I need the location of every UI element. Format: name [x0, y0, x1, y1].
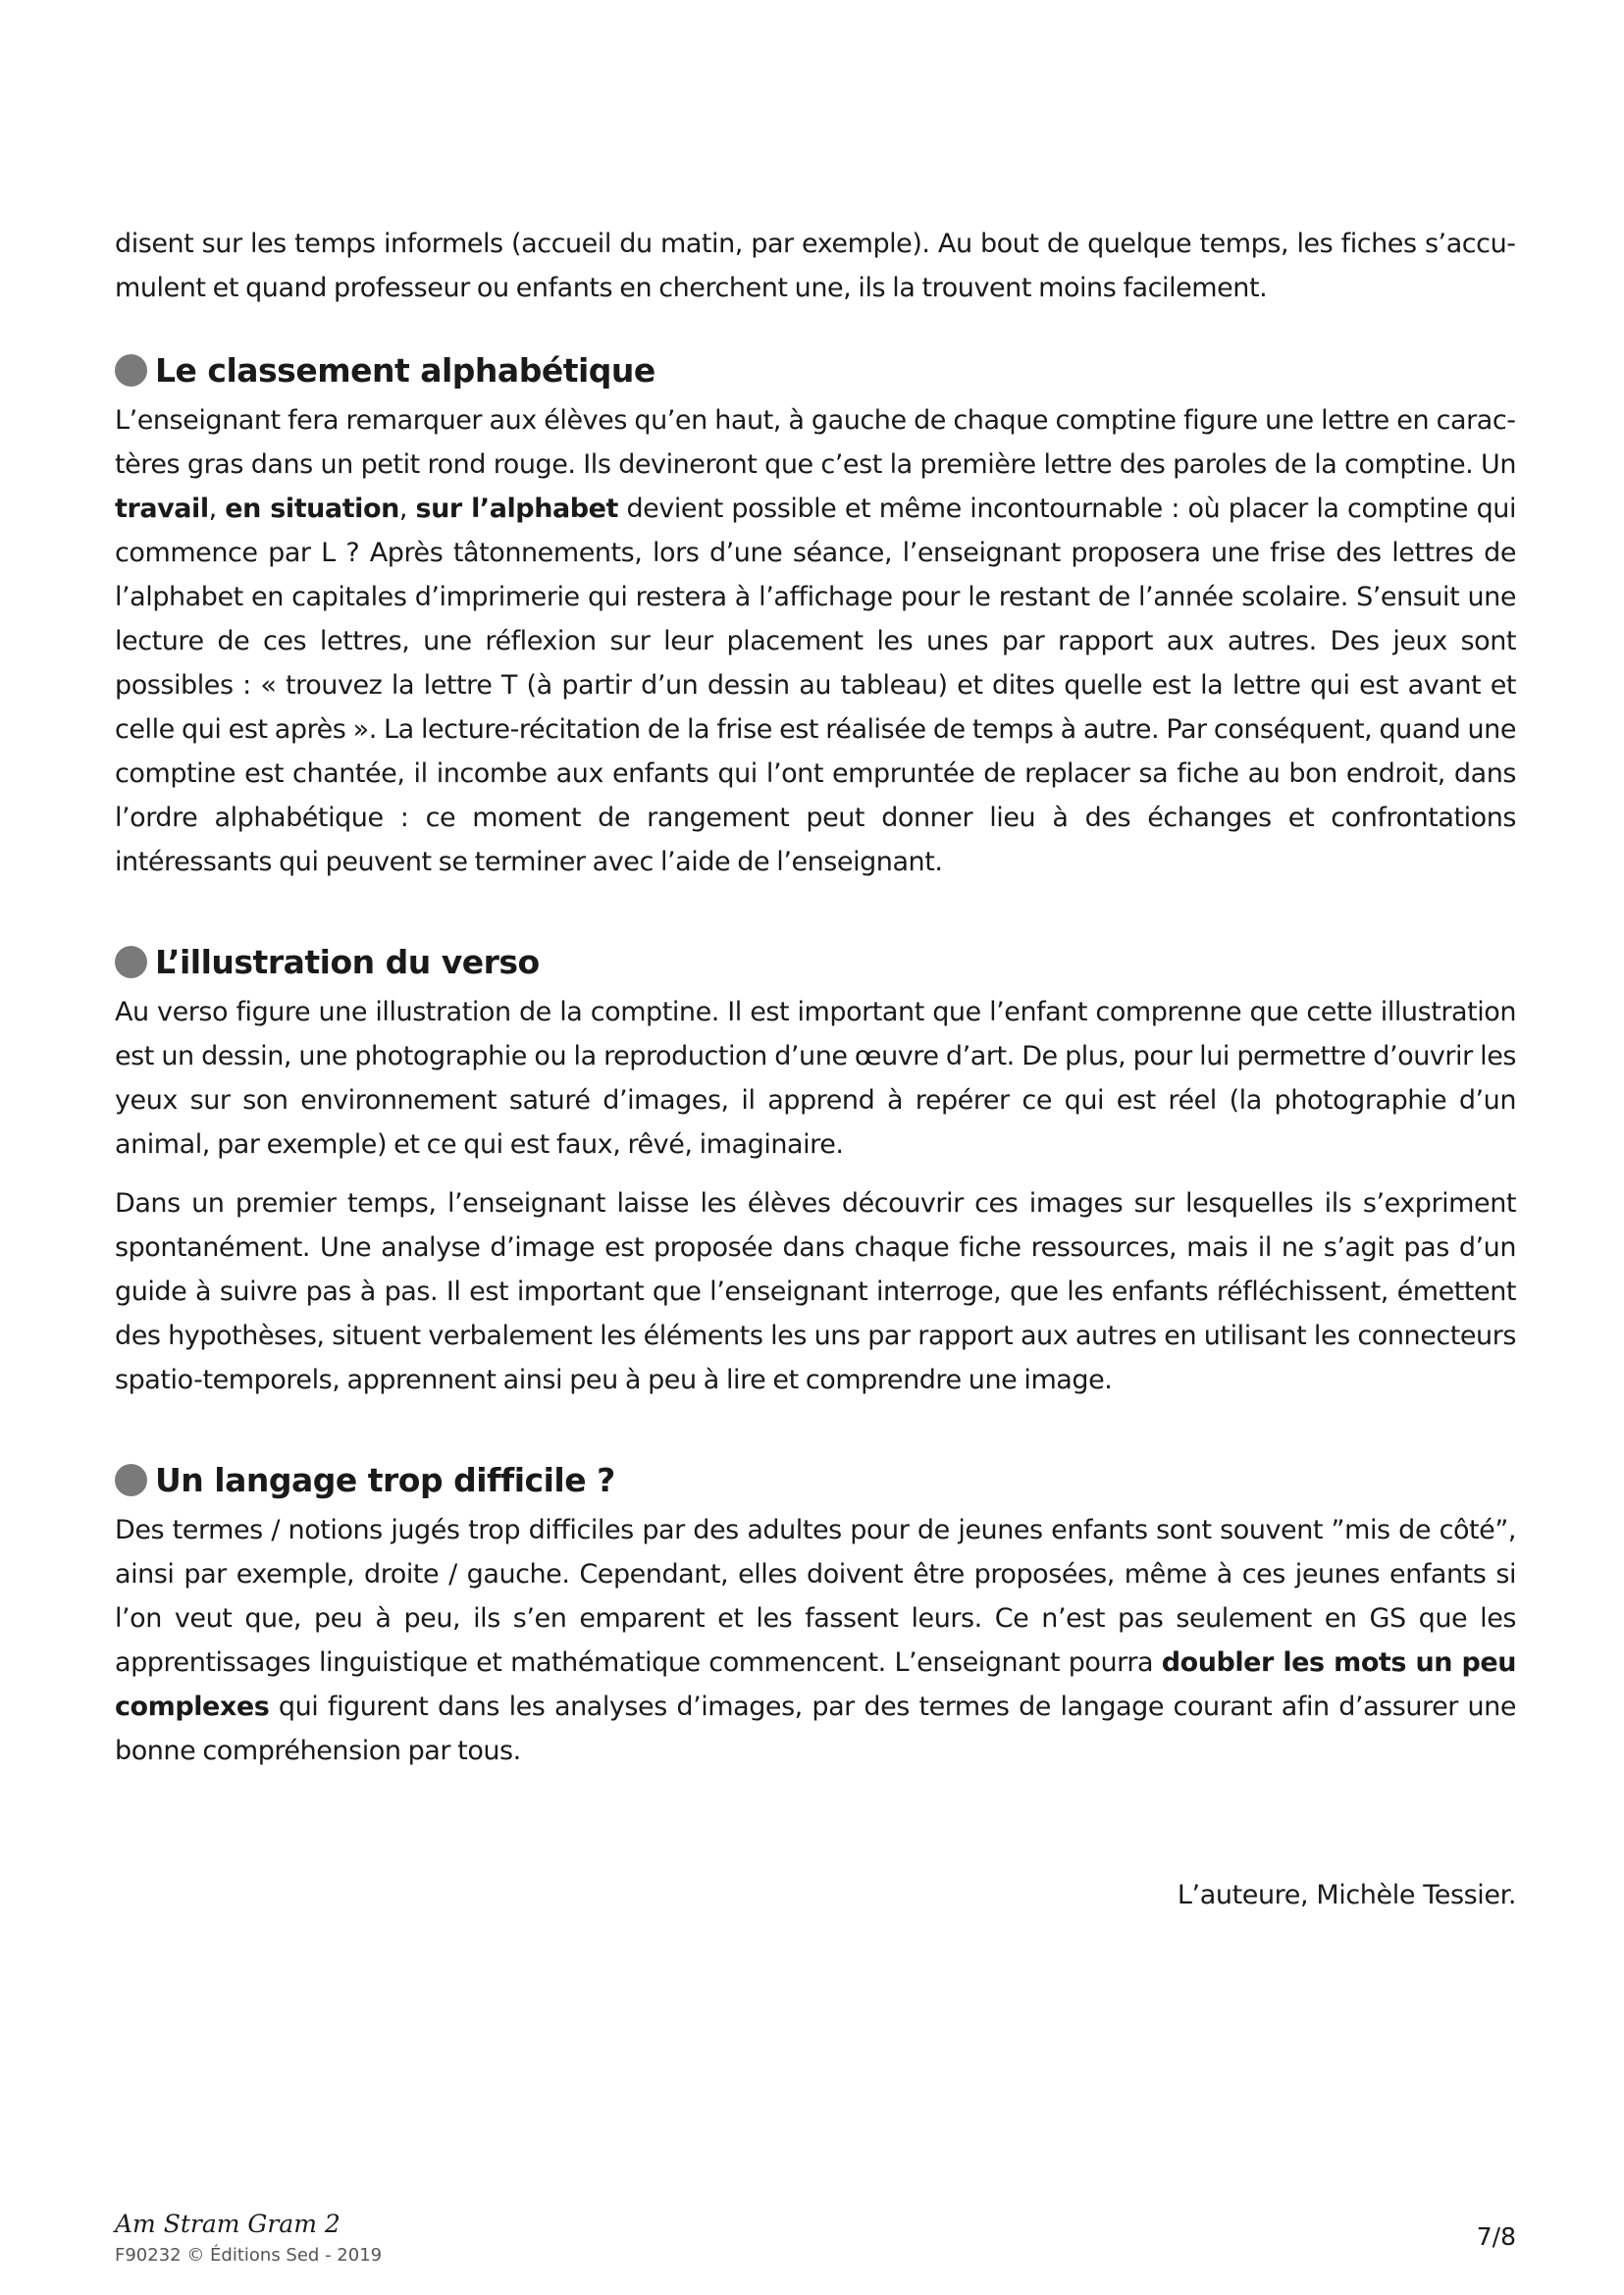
paragraph-illustration-2: Dans un premier temps, l’enseignant laisse les élèves découvrir ces images sur lesquelles ils s’expriment spontanément. Une analyse d’image est proposée dans chaque fiche ressources, mais il ne s’agit pas d’un guide à suivre pas à pas. Il est important que l’enseignant interroge, que les enfants réfléchissent, émettent des hypothèses, situent verbalement les éléments les uns par rapport aux autres en utilisant les connecteurs spatio-temporels, apprennent ainsi peu à peu à lire et comprendre une image.	[115, 1188, 1516, 1395]
section-heading-illustration: L’illustration du verso	[115, 938, 1516, 985]
page-number: 7/8	[1476, 2222, 1516, 2251]
document-body	[115, 222, 1516, 1773]
bullet-icon	[115, 1464, 147, 1496]
paragraph-classement: L’enseignant fera remarquer aux élèves qu’en haut, à gauche de chaque comptine figure une lettre en caractères gras dans un petit rond rouge. Ils devineront que c’est la première lettre des paroles de la comptine. Un travail, en situation, sur l’alphabet devient possible et même incontournable : où placer la comptine qui commence par L ? Après tâtonnements, lors d’une séance, l’enseignant proposera une frise des lettres de l’alphabet en capitales d’imprimerie qui restera à l’affichage pour le restant de l’année scolaire. S’ensuit une lecture de ces lettres, une réflexion sur leur placement les unes par rapport aux autres. Des jeux sont possibles : « trouvez la lettre T (à partir d’un dessin au tableau) et dites quelle est la lettre qui est avant et celle qui est après ». La lecture-récitation de la frise est réalisée de temps à autre. Par conséquent, quand une comptine est chantée, il incombe aux enfants qui l’ont empruntée de replacer sa fiche au bon endroit, dans l’ordre alphabétique : ce moment de rangement peut donner lieu à des échanges et confrontations intéressants qui peuvent se terminer avec l’aide de l’enseignant.	[115, 405, 1517, 877]
paragraph-langage: Des termes / notions jugés trop difficiles par des adultes pour de jeunes enfants sont souvent ”mis de côté”, ainsi par exemple, droite / gauche. Cependant, elles doivent être proposées, même à ces jeunes enfants si l’on veut que, peu à peu, ils s’en emparent et les fassent leurs. Ce n’est pas seulement en GS que les apprentissages linguistique et mathématique commencent. L’enseignant pourra doubler les mots un peu complexes qui figurent dans les analyses d’images, par des termes de langage courant afin d’assurer une bonne compréhension par tous.	[115, 1515, 1516, 1766]
bullet-icon	[115, 946, 147, 978]
footer-copyright: F90232 © Éditions Sed - 2019	[115, 2245, 383, 2266]
section-heading-langage: Un langage trop difficile ?	[115, 1456, 1516, 1503]
bullet-icon	[115, 354, 147, 387]
section-heading-classement: Le classement alphabétique	[115, 346, 1516, 393]
footer-book-title: Am Stram Gram 2	[115, 2210, 341, 2238]
author-signature: L’auteure, Michèle Tessier.	[1177, 1880, 1516, 1910]
paragraph-illustration-1: Au verso figure une illustration de la comptine. Il est important que l’enfant comprenne que cette illustration est un dessin, une photographie ou la reproduction d’une œuvre d’art. De plus, pour lui permettre d’ouvrir les yeux sur son environnement saturé d’images, il apprend à repérer ce qui est réel (la photographie d’un animal, par exemple) et ce qui est faux, rêvé, imaginaire.	[115, 997, 1516, 1160]
intro-paragraph: disent sur les temps informels (accueil du matin, par exemple). Au bout de quelque temps, les fiches s’accumulent et quand professeur ou enfants en cherchent une, ils la trouvent moins facilement.	[115, 229, 1516, 303]
